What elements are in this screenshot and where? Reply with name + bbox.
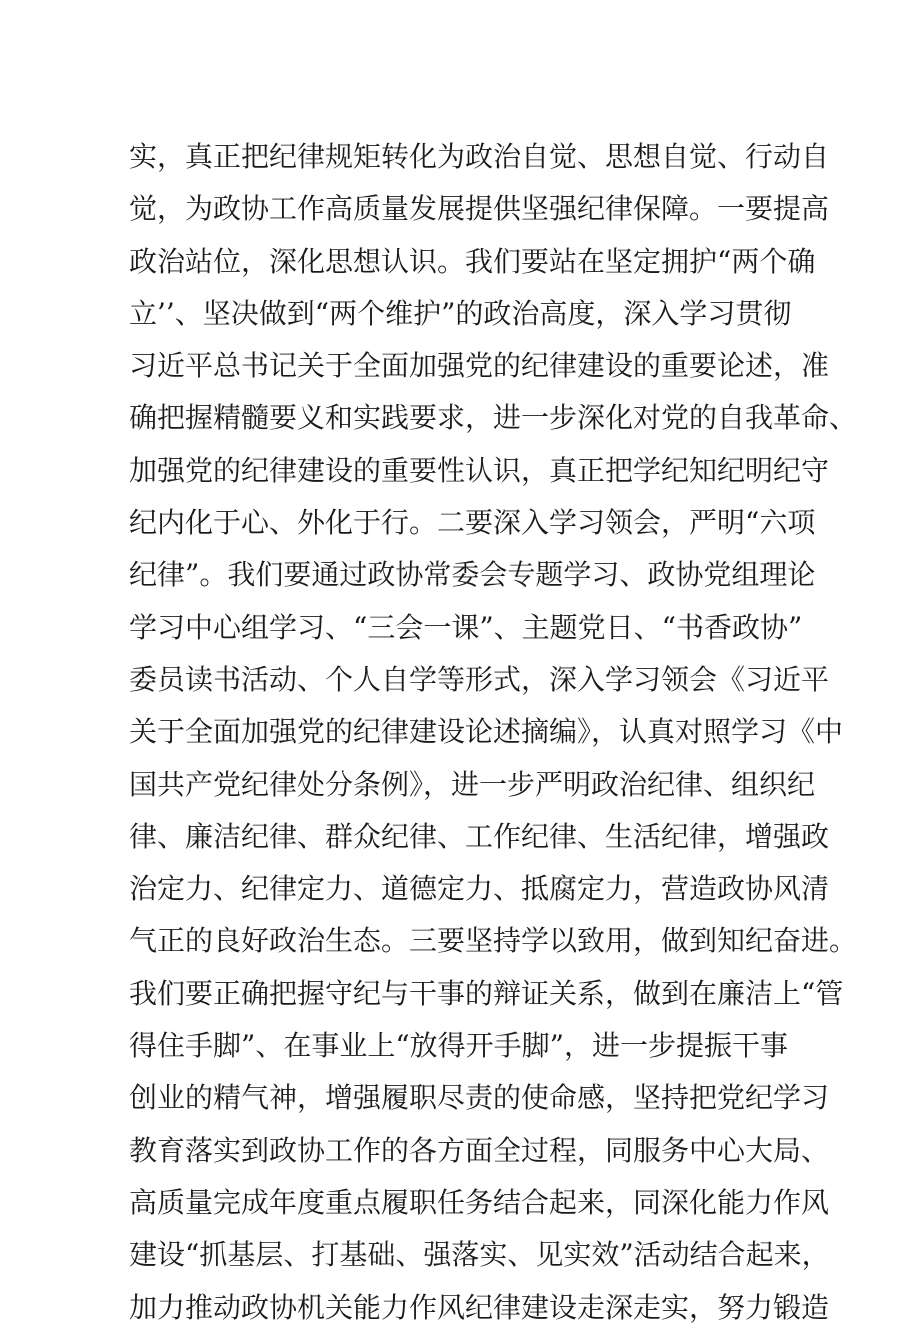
text-line: 政治站位，深化思想认识。我们要站在坚定拥护“两个确 [129,244,816,278]
text-line: 实，真正把纪律规矩转化为政治自觉、思想自觉、行动自 [129,140,830,173]
text-line: 加力推动政协机关能力作风纪律建设走深走实，努力锻造 [129,1290,830,1324]
text-line: 气正的良好政治生态。三要坚持学以致用，做到知纪奋进。 [129,924,858,958]
text-line: 建设“抓基层、打基础、强落实、见实效”活动结合起来， [129,1238,830,1272]
text-line: 习近平总书记关于全面加强党的纪律建设的重要论述，准 [129,349,830,383]
text-line: 律、廉洁纪律、群众纪律、工作纪律、生活纪律，增强政 [129,819,830,853]
text-line: 创业的精气神，增强履职尽责的使命感，坚持把党纪学习 [129,1081,830,1115]
text-line: 加强党的纪律建设的重要性认识，真正把学纪知纪明纪守 [129,453,830,487]
text-line: 纪律”。我们要通过政协常委会专题学习、政协党组理论 [129,558,816,592]
text-line: 纪内化于心、外化于行。二要深入学习领会，严明“六项 [129,506,816,540]
text-line: 教育落实到政协工作的各方面全过程，同服务中心大局、 [129,1133,830,1167]
text-line: 高质量完成年度重点履职任务结合起来，同深化能力作风 [129,1185,830,1219]
text-line: 确把握精髓要义和实践要求，进一步深化对党的自我革命、 [129,401,858,435]
text-line: 觉，为政协工作高质量发展提供坚强纪律保障。一要提高 [129,192,830,226]
text-line: 学习中心组学习、“三会一课”、主题党日、“书香政协” [129,610,803,644]
text-line: 治定力、纪律定力、道德定力、抵腐定力，营造政协风清 [129,872,830,906]
body-text [129,131,858,1334]
text-line: 委员读书活动、个人自学等形式，深入学习领会《习近平 [129,662,830,696]
text-line: 我们要正确把握守纪与干事的辩证关系，做到在廉洁上“管 [129,976,844,1010]
text-line: 立’’、坚决做到“两个维护”的政治高度，深入学习贯彻 [129,296,792,330]
text-line: 得住手脚”、在事业上“放得开手脚”，进一步提振干事 [129,1029,788,1063]
text-line: 国共产党纪律处分条例》，进一步严明政治纪律、组织纪 [129,767,816,801]
text-line: 关于全面加强党的纪律建设论述摘编》，认真对照学习《中 [129,715,844,749]
